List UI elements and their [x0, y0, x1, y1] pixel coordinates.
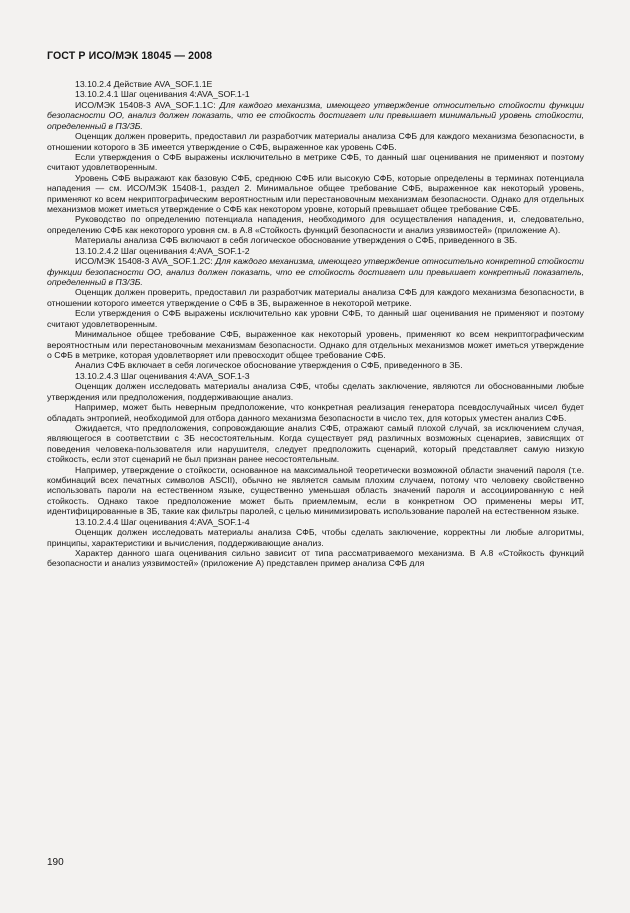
paragraph: Руководство по определению потенциала нападения, необходимого для осуществления нападения, и, следовательно, определению СФБ как некоторого уровня см. в А.8 «Стойкость функций безопасности и анализ уязвимостей» (приложение А). [47, 214, 584, 235]
paragraph: Если утверждения о СФБ выражены исключительно как уровни СФБ, то данный шаг оценивания не применяют и поэтому считают удовлетворенным. [47, 308, 584, 329]
requirement-ref: ИСО/МЭК 15408-3 AVA_SOF.1.1C: [75, 99, 220, 110]
paragraph: Минимальное общее требование СФБ, выраженное как некоторый уровень, применяют ко всем некриптографическим вероятностным или перестановочным механизмам безопасности. Однако для отдельных механизмов может иметься утверждение о СФБ в метрике, которая удовлетворяет или превосходит общее требование СФБ. [47, 329, 584, 360]
requirement-text: Для каждого механизма, имеющего утверждение относительно конкретной стойкости функции безопасности ОО, анализ должен показать, что ее стойкость достигает или превышает конкретный показатель, определенный в ПЗ/ЗБ. [47, 256, 584, 288]
paragraph: Уровень СФБ выражают как базовую СФБ, среднюю СФБ или высокую СФБ, которые определены в терминах потенциала нападения — см. ИСО/МЭК 15408-1, раздел 2. Минимальное общее требование СФБ, выраженное как некоторый уровень, применяют ко всем некриптографическим вероятностным или перестановочным механизмам безопасности. Однако для отдельных механизмов может иметься утверждение о СФБ как некотором уровне, который превышает общее требование СФБ. [47, 172, 584, 215]
step-heading: 13.10.2.4.3 Шаг оценивания 4:AVA_SOF.1-3 [75, 370, 250, 381]
paragraph: Оценщик должен исследовать материалы анализа СФБ, чтобы сделать заключение, корректны ли любые алгоритмы, принципы, характеристики и вычисления, поддерживающие анализ. [47, 527, 584, 548]
paragraph: Если утверждения о СФБ выражены исключительно в метрике СФБ, то данный шаг оценивания не применяют и поэтому считают удовлетворенным. [47, 151, 584, 173]
paragraph: Оценщик должен исследовать материалы анализа СФБ, чтобы сделать заключение, являются ли обоснованными любые утверждения или предположения, поддерживающие анализ. [47, 381, 584, 402]
paragraph: Характер данного шага оценивания сильно зависит от типа рассматриваемого механизма. В А.8 «Стойкость функций безопасности и анализ уязвимостей» (приложение А) представлен пример анализа СФБ для [47, 547, 584, 569]
paragraph: Например, утверждение о стойкости, основанное на максимальной теоретически возможной области значений пароля (т.е. комбинаций всех печатных символов ASCII), обычно не является самым плохим случаем, потому что человеку свойственно использовать пароли на естественном языке, существенно уменьшая область значений пароля и ассоциированную с ней стойкость. Однако такое предположение может быть приемлемым, если в конкретном ОО применены меры ИТ, идентифицированные в ЗБ, такие как фильтры паролей, с целью минимизировать использование паролей на естественном языке. [47, 464, 584, 517]
step-heading: 13.10.2.4.1 Шаг оценивания 4:AVA_SOF.1-1 [75, 89, 250, 100]
page-header: ГОСТ Р ИСО/МЭК 18045 — 2008 [47, 50, 213, 62]
requirement-ref: ИСО/МЭК 15408-3 AVA_SOF.1.2C: [75, 256, 216, 267]
paragraph: Например, может быть неверным предположение, что конкретная реализация генератора псевдослучайных чисел будет обладать энтропией, необходимой для отбора данного механизма безопасности в число тех, для которых уместен анализ СФБ. [47, 402, 584, 423]
paragraph [47, 256, 584, 287]
body-text [47, 79, 584, 569]
paragraph: Оценщик должен проверить, предоставил ли разработчик материалы анализа СФБ для каждого механизма безопасности, в отношении которого имеется утверждение о СФБ в ЗБ, выраженное в некоторой метрике. [47, 287, 584, 308]
requirement-text: Для каждого механизма, имеющего утверждение относительно стойкости функции безопасности ОО, анализ должен показать, что ее стойкость достигает или превышает минимальный уровень стойкости, определенный в ПЗ/ЗБ. [47, 99, 584, 131]
paragraph [47, 100, 584, 131]
paragraph: Материалы анализа СФБ включают в себя логическое обоснование утверждения о СФБ, приведенного в ЗБ. [75, 235, 518, 246]
step-heading: 13.10.2.4.4 Шаг оценивания 4:AVA_SOF.1-4 [75, 516, 250, 527]
paragraph: Оценщик должен проверить, предоставил ли разработчик материалы анализа СФБ для каждого механизма безопасности, в отношении которого в ЗБ имеется утверждение о СФБ, выраженное как уровень СФБ. [47, 131, 584, 152]
page-number: 190 [47, 857, 64, 868]
paragraph: Анализ СФБ включает в себя логическое обоснование утверждения о СФБ, приведенного в ЗБ. [75, 360, 463, 371]
section-heading: 13.10.2.4 Действие AVA_SOF.1.1E [75, 79, 213, 89]
paragraph: Ожидается, что предположения, сопровождающие анализ СФБ, отражают самый плохой случай, за исключением случая, являющегося в соответствии с ЗБ несостоятельным. Когда существует ряд различных возможных сценариев, зависящих от поведения человека-пользователя или нарушителя, следует предположить сценарий, который представляет самую низкую стойкость, если этот сценарий не был признан ранее несостоятельным. [47, 422, 584, 465]
step-heading: 13.10.2.4.2 Шаг оценивания 4:AVA_SOF.1-2 [75, 245, 250, 256]
